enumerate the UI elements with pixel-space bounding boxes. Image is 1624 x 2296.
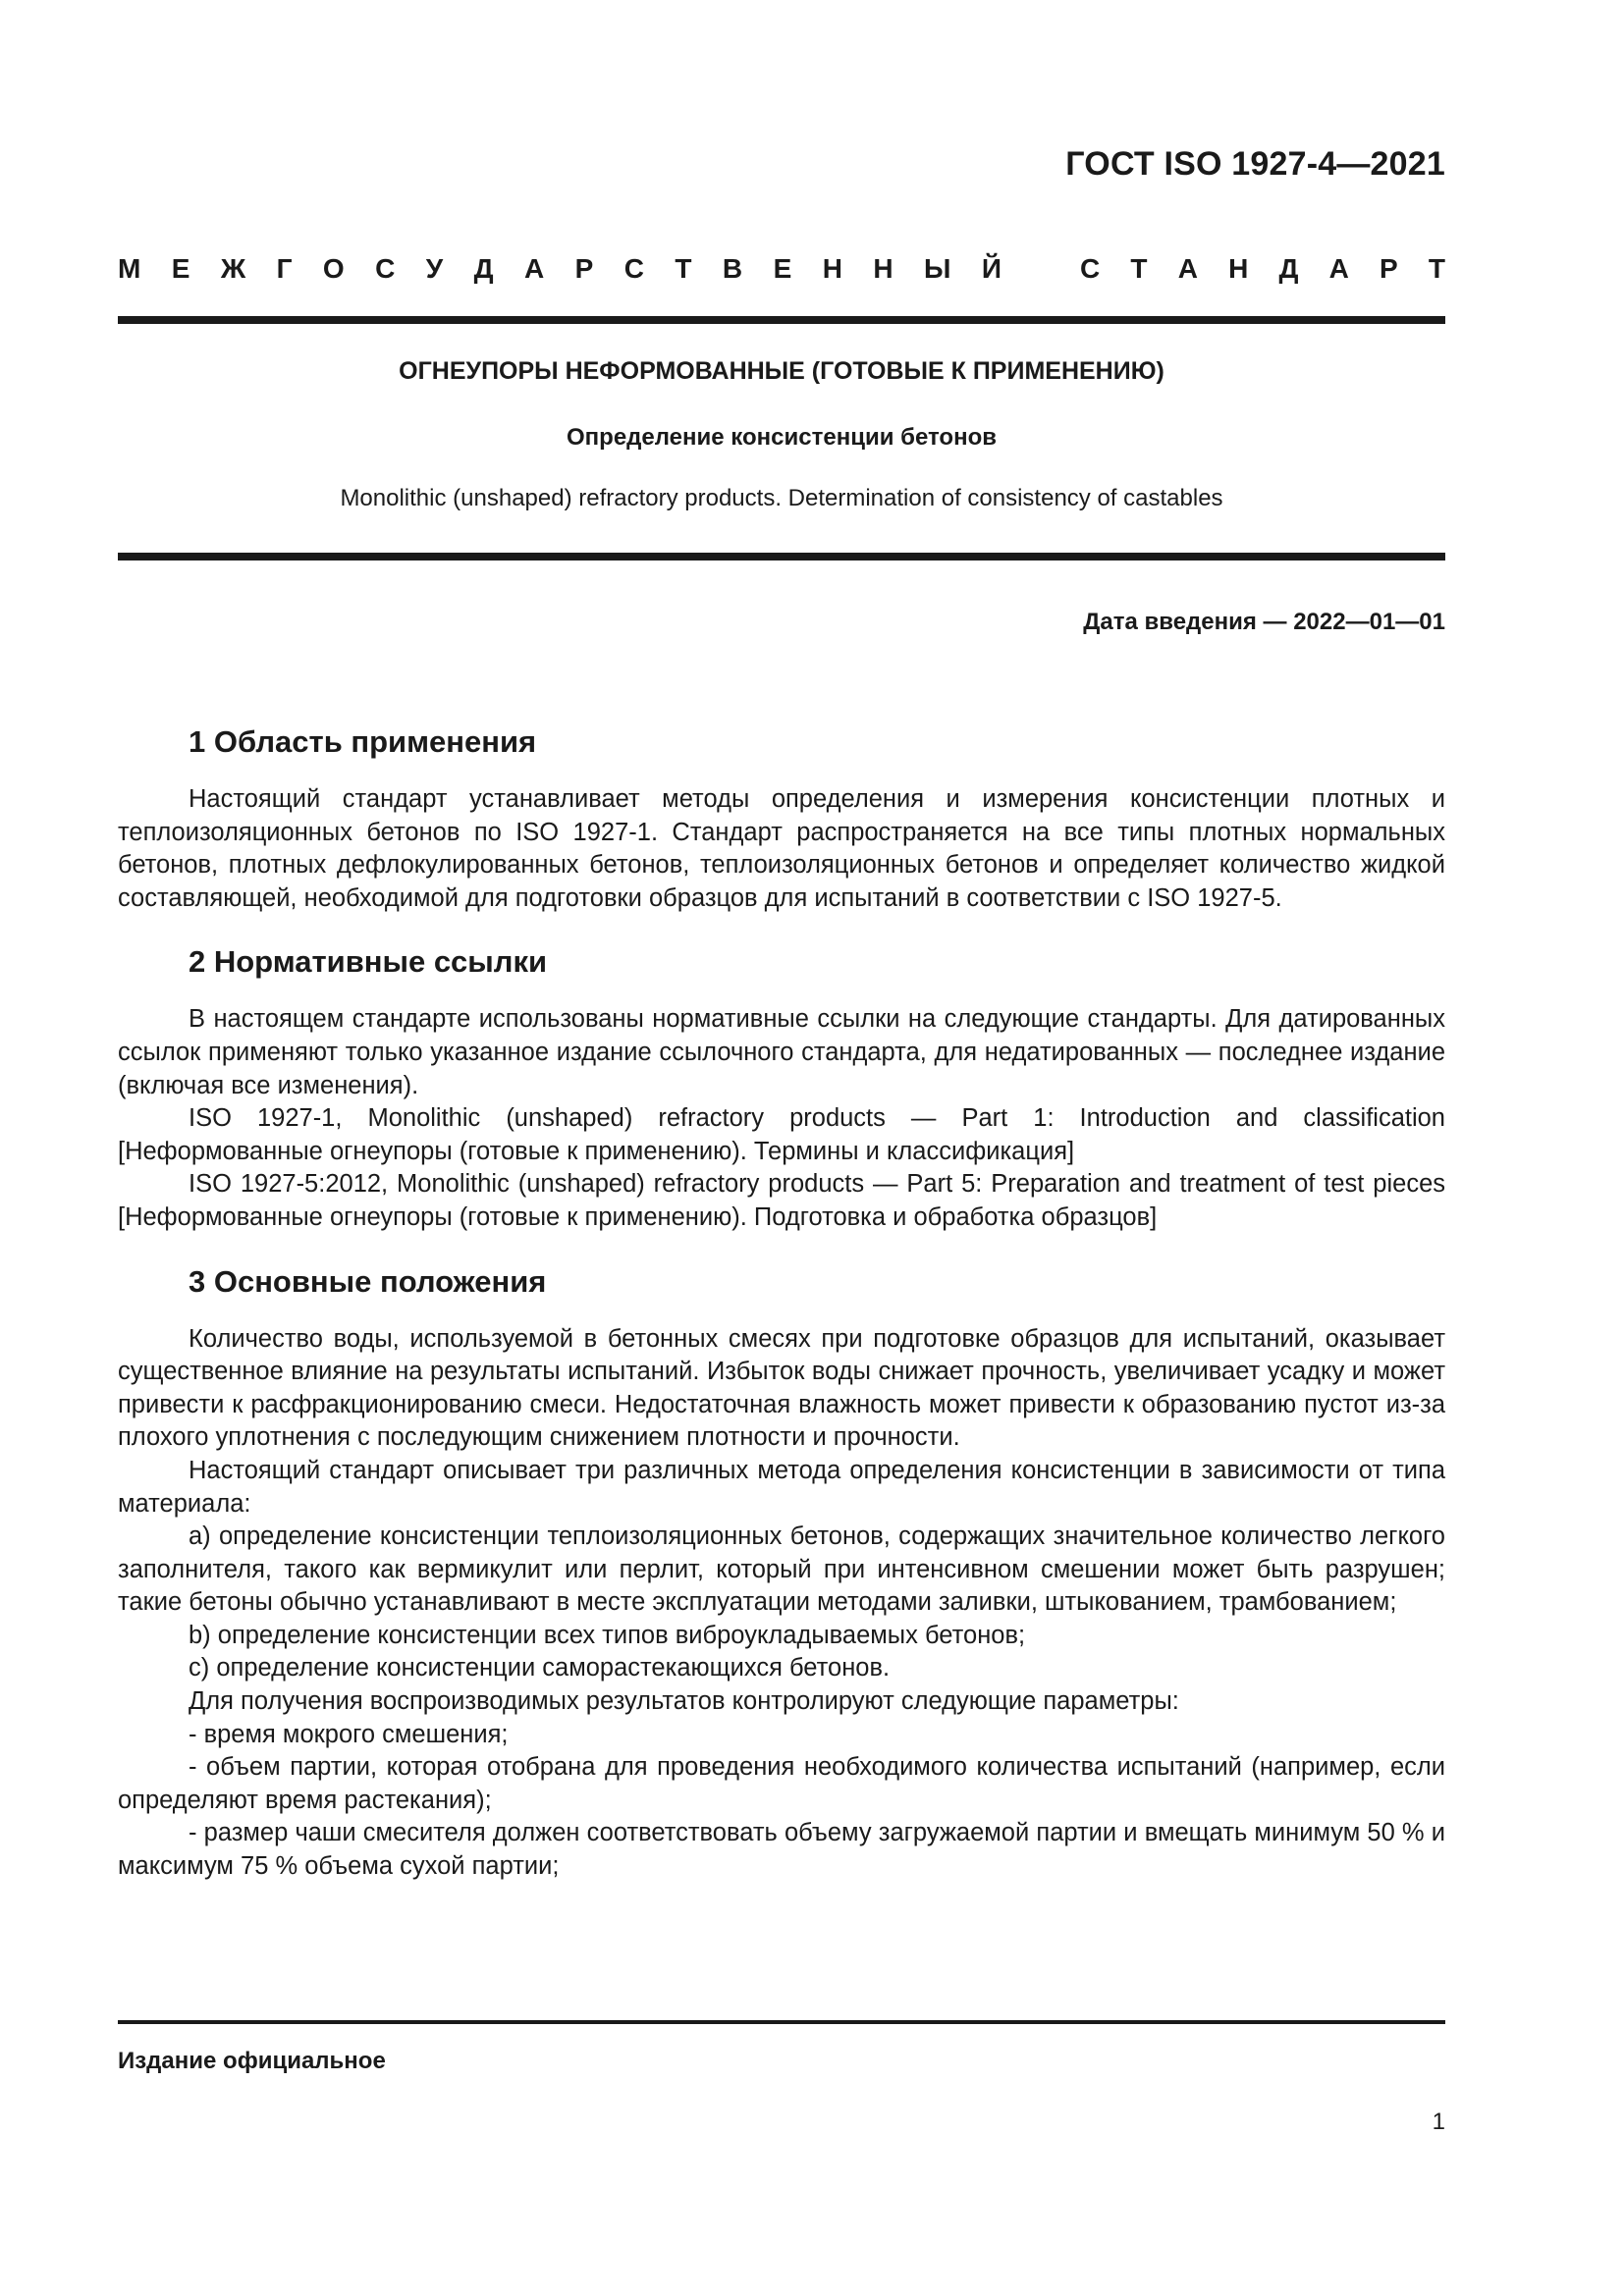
banner-letter: Е	[171, 253, 190, 284]
banner-letter: Д	[1278, 253, 1299, 284]
paragraph: Настоящий стандарт устанавливает методы определения и измерения консистенции плотных и теплоизоляционных бетонов по ISO 1927-1. Стандарт распространяется на все типы плотных нормальных бетонов, плотных дефлокулированных бетонов, теплоизоляционных бетонов и определяет количество жидкой составляющей, необходимой для подготовки образцов для испытаний в соответствии с ISO 1927-5.	[118, 785, 1445, 912]
banner-letter: Ы	[924, 253, 951, 284]
banner-letter: Т	[1428, 253, 1445, 284]
section-heading: 2 Нормативные ссылки	[189, 944, 548, 980]
section-scope	[118, 722, 1445, 915]
document-body	[118, 722, 1445, 1884]
banner-letter: Г	[276, 253, 293, 284]
list-item: - размер чаши смесителя должен соответствовать объему загружаемой партии и вмещать минимум 50 % и максимум 75 % объема сухой партии;	[118, 1819, 1445, 1881]
top-divider	[118, 316, 1445, 324]
banner-letter: С	[1080, 253, 1101, 284]
banner-word-standard	[1080, 253, 1445, 285]
section-general-provisions	[118, 1262, 1445, 1884]
banner-letter: У	[425, 253, 444, 284]
section-heading: 3 Основные положения	[189, 1263, 547, 1299]
list-item: - время мокрого смешения;	[189, 1720, 509, 1748]
introduction-date: Дата введения — 2022—01—01	[1083, 609, 1445, 635]
reference-item: ISO 1927-5:2012, Monolithic (unshaped) refractory products — Part 5: Preparation and treatment of test pieces [Неформованные огнеупоры (готовые к применению). Подготовка и обработка образцов]	[118, 1170, 1445, 1231]
banner-word-interstate	[118, 253, 1001, 285]
list-item: - объем партии, которая отобрана для проведения необходимого количества испытаний (например, если определяют время растекания);	[118, 1753, 1445, 1814]
banner-letter: Т	[1130, 253, 1148, 284]
list-item: b) определение консистенции всех типов виброукладываемых бетонов;	[189, 1621, 1026, 1649]
section-normative-references	[118, 942, 1445, 1234]
banner-letter: Н	[1228, 253, 1249, 284]
document-number: ГОСТ ISO 1927-4—2021	[1065, 145, 1445, 183]
document-page	[118, 0, 1445, 2296]
footer-divider	[118, 2020, 1445, 2024]
paragraph: Настоящий стандарт описывает три различных метода определения консистенции в зависимости от типа материала:	[118, 1456, 1445, 1518]
banner-letter: С	[375, 253, 396, 284]
banner-letter: А	[1177, 253, 1198, 284]
banner-letter: А	[1328, 253, 1349, 284]
banner-letter: О	[322, 253, 345, 284]
banner-letter: В	[722, 253, 743, 284]
banner-letter: Н	[873, 253, 893, 284]
document-title-english: Monolithic (unshaped) refractory products. Determination of consistency of castables	[340, 485, 1223, 511]
standard-type-banner	[118, 253, 1445, 285]
document-subtitle: Определение консистенции бетонов	[567, 424, 997, 451]
banner-letter: А	[523, 253, 545, 284]
banner-letter: Н	[822, 253, 842, 284]
banner-letter: Й	[981, 253, 1001, 284]
page-number: 1	[1432, 2109, 1445, 2135]
document-title: ОГНЕУПОРЫ НЕФОРМОВАННЫЕ (ГОТОВЫЕ К ПРИМЕНЕНИЮ)	[399, 357, 1164, 385]
banner-letter: Д	[473, 253, 494, 284]
reference-item: ISO 1927-1, Monolithic (unshaped) refractory products — Part 1: Introduction and classification [Неформованные огнеупоры (готовые к применению). Термины и классификация]	[118, 1104, 1445, 1165]
banner-letter: М	[118, 253, 141, 284]
banner-letter: Т	[675, 253, 692, 284]
paragraph: Количество воды, используемой в бетонных смесях при подготовке образцов для испытаний, оказывает существенное влияние на результаты испытаний. Избыток воды снижает прочность, увеличивает усадку и может привести к расфракционированию смеси. Недостаточная влажность может привести к образованию пустот из-за плохого уплотнения с последующим снижением плотности и прочности.	[118, 1324, 1445, 1452]
list-item: c) определение консистенции саморастекающихся бетонов.	[189, 1654, 891, 1682]
paragraph: В настоящем стандарте использованы нормативные ссылки на следующие стандарты. Для датированных ссылок применяют только указанное издание ссылочного стандарта, для недатированных — последнее издание (включая все изменения).	[118, 1005, 1445, 1099]
section-heading: 1 Область применения	[189, 724, 537, 759]
list-item: a) определение консистенции теплоизоляционных бетонов, содержащих значительное количество легкого заполнителя, такого как вермикулит или перлит, который при интенсивном смешении может быть разрушен; такие бетоны обычно устанавливают в месте эксплуатации методами заливки, штыкованием, трамбованием;	[118, 1522, 1445, 1617]
banner-letter: Ж	[220, 253, 246, 284]
paragraph: Для получения воспроизводимых результатов контролируют следующие параметры:	[189, 1687, 1179, 1716]
banner-letter: Р	[574, 253, 594, 284]
banner-letter: Е	[773, 253, 792, 284]
title-divider	[118, 553, 1445, 561]
banner-letter: С	[623, 253, 644, 284]
banner-letter: Р	[1380, 253, 1398, 284]
official-edition-label: Издание официальное	[118, 2048, 386, 2074]
